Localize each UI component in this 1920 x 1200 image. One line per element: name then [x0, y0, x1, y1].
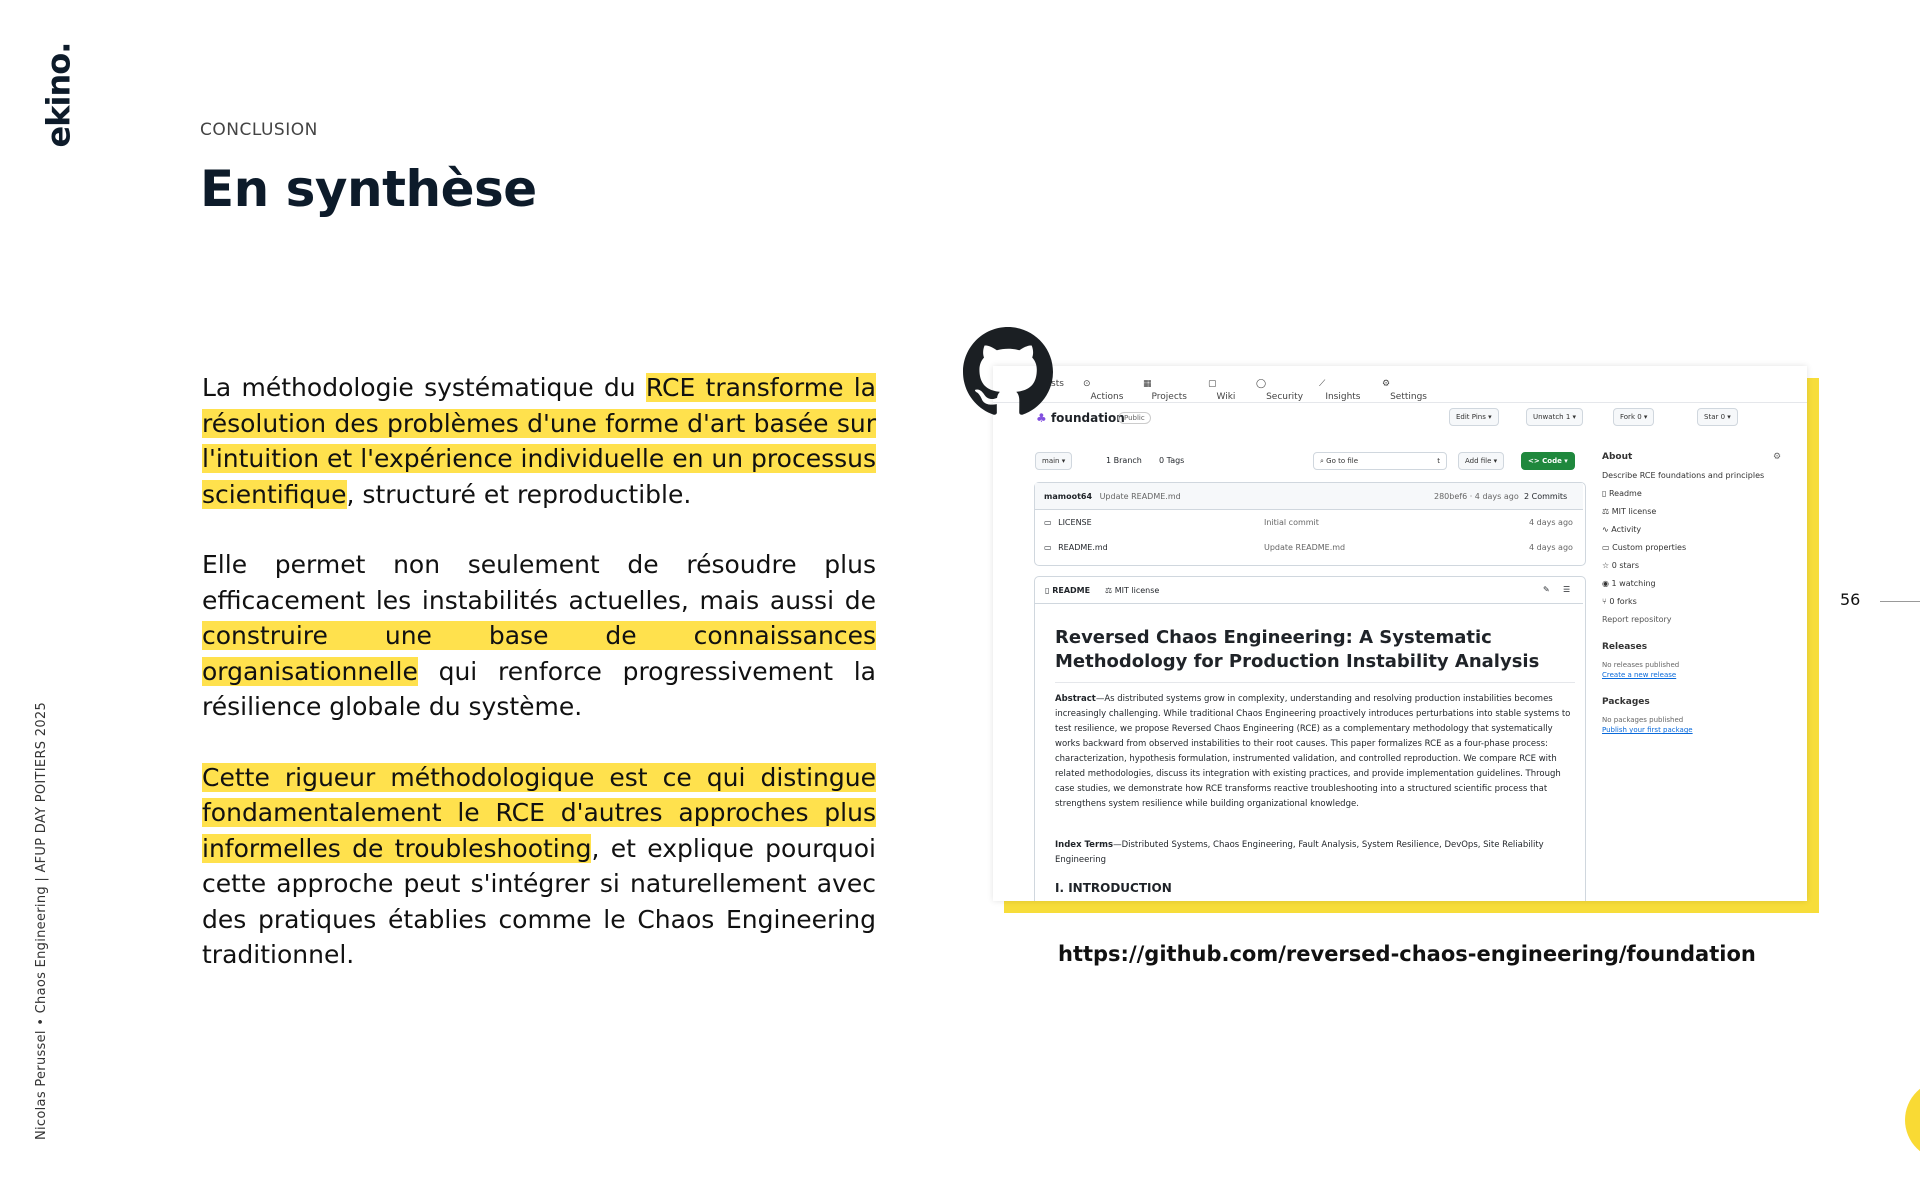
nav-security: ◯ Security — [1256, 379, 1304, 402]
search-icon: ⌕ — [1320, 457, 1324, 465]
about-watching: ◉ 1 watching — [1602, 579, 1656, 588]
placeholder: Go to file — [1326, 457, 1359, 465]
branches-count: 1 Branch — [1106, 456, 1142, 465]
about-title: About — [1602, 452, 1633, 462]
file-age: 4 days ago — [1529, 543, 1573, 552]
file-row — [1034, 543, 1584, 552]
highlight: Cette rigueur méthodologique est ce qui distingue fondamentalement le RCE d'autres approches plus informelles de troubleshooting — [202, 762, 876, 863]
github-screenshot — [993, 366, 1807, 901]
about-activity: ∿ Activity — [1602, 525, 1642, 534]
about-description: Describe RCE foundations and principles — [1602, 471, 1765, 480]
nav-insights: ⟋ Insights — [1319, 379, 1361, 402]
create-release-link: Create a new release — [1602, 671, 1677, 679]
unwatch-button: Unwatch 1 ▾ — [1526, 408, 1583, 426]
readme-tabs — [1035, 577, 1583, 604]
highlight: construire une base de connaissances organisationnelle — [202, 621, 876, 686]
fork-button: Fork 0 ▾ — [1613, 408, 1654, 426]
label: 0 stars — [1611, 561, 1640, 570]
about-custom-properties: ▭ Custom properties — [1602, 543, 1687, 552]
paragraph-2 — [202, 547, 876, 725]
repo-nav — [993, 366, 1807, 403]
releases-text: No releases published — [1602, 661, 1680, 669]
packages-title: Packages — [1602, 697, 1650, 707]
abstract-label: Abstract — [1055, 694, 1096, 704]
visibility-badge: Public — [1118, 412, 1151, 424]
about-stars: ☆ 0 stars — [1602, 561, 1640, 570]
section-label: CONCLUSION — [200, 120, 318, 140]
file-icon: ▭ — [1044, 518, 1052, 527]
releases-title: Releases — [1602, 642, 1648, 652]
label: 1 watching — [1611, 579, 1656, 588]
file-name: LICENSE — [1058, 518, 1092, 527]
repo-icon: ♣ — [1036, 411, 1047, 425]
page-line — [1880, 601, 1920, 602]
edit-pins-button: Edit Pins ▾ — [1449, 408, 1499, 426]
logo-text: ekino. — [39, 42, 78, 148]
readme-title: Reversed Chaos Engineering: A Systematic Methodology for Production Instability Analysis — [1055, 627, 1540, 672]
add-file-button: Add file ▾ — [1458, 452, 1504, 470]
repo-url: https://github.com/reversed-chaos-engineering/foundation — [1058, 942, 1756, 966]
body-text — [202, 370, 876, 1008]
about-readme: ▯ Readme — [1602, 489, 1642, 498]
label: Security — [1266, 392, 1304, 402]
text: , et explique pourquoi cette approche peut s'intégrer si naturellement avec des pratiques établies comme le Chaos Engineering traditionnel. — [202, 833, 876, 969]
edit-icon: ✎ — [1543, 585, 1550, 594]
file-icon: ▭ — [1044, 543, 1052, 552]
paragraph-1 — [202, 370, 876, 512]
commit-author: mamoot64 — [1044, 492, 1093, 501]
file-commit: Update README.md — [1264, 543, 1346, 552]
nav-settings: ⚙ Settings — [1382, 379, 1427, 402]
commit-count: 2 Commits — [1524, 492, 1568, 501]
tags-count: 0 Tags — [1159, 456, 1185, 465]
file-age: 4 days ago — [1529, 518, 1573, 527]
text: La méthodologie systématique du — [202, 373, 646, 402]
license-tab: ⚖ MIT license — [1105, 586, 1160, 595]
text: , structuré et reproductible. — [346, 479, 692, 509]
file-commit: Initial commit — [1264, 518, 1319, 527]
side-footer: Nicolas Perussel • Chaos Engineering | AFUP DAY POITIERS 2025 — [34, 701, 49, 1140]
gear-icon: ⚙ — [1773, 452, 1782, 462]
nav-item: sts — [1051, 379, 1064, 389]
shortcut-key: t — [1437, 457, 1440, 465]
publish-package-link: Publish your first package — [1602, 726, 1693, 734]
label: Insights — [1325, 392, 1361, 402]
nav-projects: ▦ Projects — [1143, 379, 1187, 402]
abstract-text: —As distributed systems grow in complexity, understanding and resolving production instabilities becomes increasingly challenging. While traditional Chaos Engineering proactively introduces perturbations into stable systems to test resilience, we propose Reversed Chaos Engineering (RCE) as a complementary methodology that systematically works backward from observed instabilities to their root causes. This paper formalizes RCE as a four-phase process: characterization, hypothesis formulation, instrumented validation, and controlled reproduction. We compare RCE with related methodologies, discuss its integration with existing practices, and provide implementation guidelines. Through case studies, we demonstrate how RCE transforms reactive troubleshooting into a structured scientific process that strengthens system resilience while building organizational knowledge. — [1055, 694, 1571, 809]
outline-icon: ☰ — [1563, 585, 1571, 594]
report-repository: Report repository — [1602, 615, 1672, 624]
text: qui renforce progressivement la résilience globale du système. — [202, 656, 876, 721]
star-button: Star 0 ▾ — [1697, 408, 1738, 426]
repo-name-text: foundation — [1050, 411, 1125, 425]
commit-message: Update README.md — [1099, 492, 1181, 501]
ekino-logo — [20, 42, 80, 148]
file-row — [1034, 518, 1584, 527]
decorative-circle — [1905, 1080, 1920, 1160]
index-label: Index Terms — [1055, 840, 1114, 850]
label: MIT license — [1611, 507, 1657, 516]
file-name: README.md — [1058, 543, 1108, 552]
label: Projects — [1151, 392, 1187, 402]
label: Actions — [1090, 392, 1124, 402]
latest-commit — [1034, 492, 1584, 501]
commit-meta: 280bef6 · 4 days ago — [1434, 492, 1519, 501]
paragraph-3 — [202, 760, 876, 973]
label: Wiki — [1216, 392, 1236, 402]
index-text: —Distributed Systems, Chaos Engineering, Fault Analysis, System Resilience, DevOps, Site Reliability Engineering — [1055, 840, 1544, 865]
index-terms — [1055, 838, 1575, 868]
page-number: 56 — [1840, 590, 1861, 609]
label: MIT license — [1114, 586, 1160, 595]
label: README — [1052, 586, 1091, 595]
nav-wiki: ▢ Wiki — [1208, 379, 1236, 402]
branch-select: main ▾ — [1035, 452, 1072, 470]
label: Readme — [1608, 489, 1642, 498]
label: Custom properties — [1612, 543, 1687, 552]
packages-text: No packages published — [1602, 716, 1684, 724]
nav-actions: ⊙ Actions — [1083, 379, 1124, 402]
github-logo-icon — [963, 327, 1053, 417]
about-panel — [1602, 452, 1787, 743]
about-forks: ⑂ 0 forks — [1602, 597, 1637, 606]
label: 0 forks — [1609, 597, 1637, 606]
label: Activity — [1611, 525, 1642, 534]
divider — [1055, 682, 1575, 683]
label: Settings — [1390, 392, 1427, 402]
intro-heading: I. INTRODUCTION — [1055, 881, 1172, 895]
about-license: ⚖ MIT license — [1602, 507, 1657, 516]
abstract — [1055, 692, 1575, 812]
highlight: RCE transforme la résolution des problèmes d'une forme d'art basée sur l'intuition et l'expérience individuelle en un processus scientifique — [202, 373, 876, 509]
code-button: <> Code ▾ — [1521, 452, 1575, 470]
go-to-file-input — [1313, 452, 1447, 470]
readme-tab: ▯ README — [1045, 586, 1091, 595]
text: Elle permet non seulement de résoudre plus efficacement les instabilités actuelles, mais aussi de — [202, 550, 876, 615]
page-title: En synthèse — [200, 160, 537, 218]
